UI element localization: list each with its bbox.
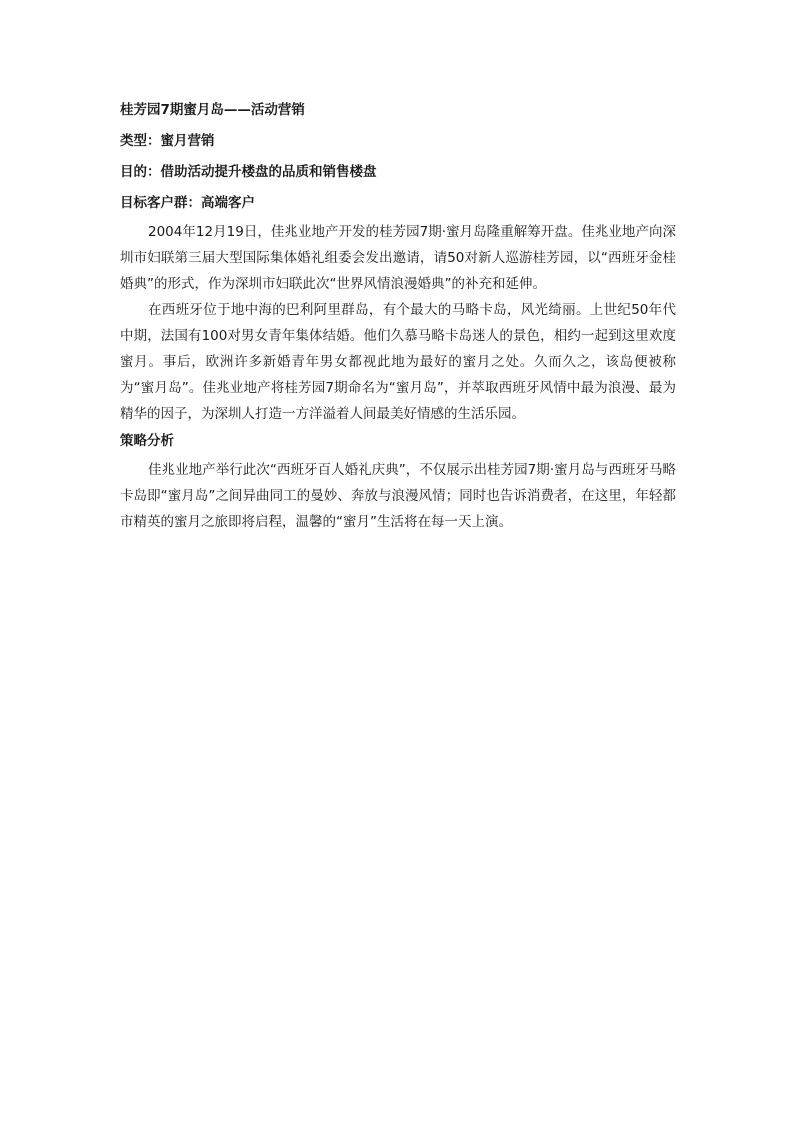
purpose-line: 目的：借助活动提升楼盘的品质和销售楼盘 [120, 164, 377, 180]
intro-paragraph: 2004年12月19日，佳兆业地产开发的桂芳园7期·蜜月岛隆重解筹开盘。佳兆业地产向深圳市妇联第三届大型国际集体婚礼组委会发出邀请，请50对新人巡游桂芳园，以“西班牙金桂婚典”的形式，作为深圳市妇联此次“世界风情浪漫婚典”的补充和延伸。 [120, 224, 676, 292]
strategy-paragraph: 佳兆业地产举行此次“西班牙百人婚礼庆典”，不仅展示出桂芳园7期·蜜月岛与西班牙马略卡岛即“蜜月岛”之间异曲同工的曼妙、奔放与浪漫风情；同时也告诉消费者，在这里，年轻都市精英的蜜月之旅即将启程，温馨的“蜜月”生活将在每一天上演。 [120, 462, 676, 530]
strategy-heading: 策略分析 [120, 433, 174, 449]
audience-line: 目标客户群：高端客户 [120, 195, 255, 211]
background-paragraph: 在西班牙位于地中海的巴利阿里群岛，有个最大的马略卡岛，风光绮丽。上世纪50年代中期，法国有100对男女青年集体结婚。他们久慕马略卡岛迷人的景色，相约一起到这里欢度蜜月。事后，欧洲许多新婚青年男女都视此地为最好的蜜月之处。久而久之，该岛便被称为“蜜月岛”。佳兆业地产将桂芳园7期命名为“蜜月岛”，并萃取西班牙风情中最为浪漫、最为精华的因子，为深圳人打造一方洋溢着人间最美好情感的生活乐园。 [120, 302, 676, 422]
document-title: 桂芳园7期蜜月岛——活动营销 [120, 102, 305, 118]
type-line: 类型：蜜月营销 [120, 133, 215, 149]
document-body [120, 100, 676, 535]
